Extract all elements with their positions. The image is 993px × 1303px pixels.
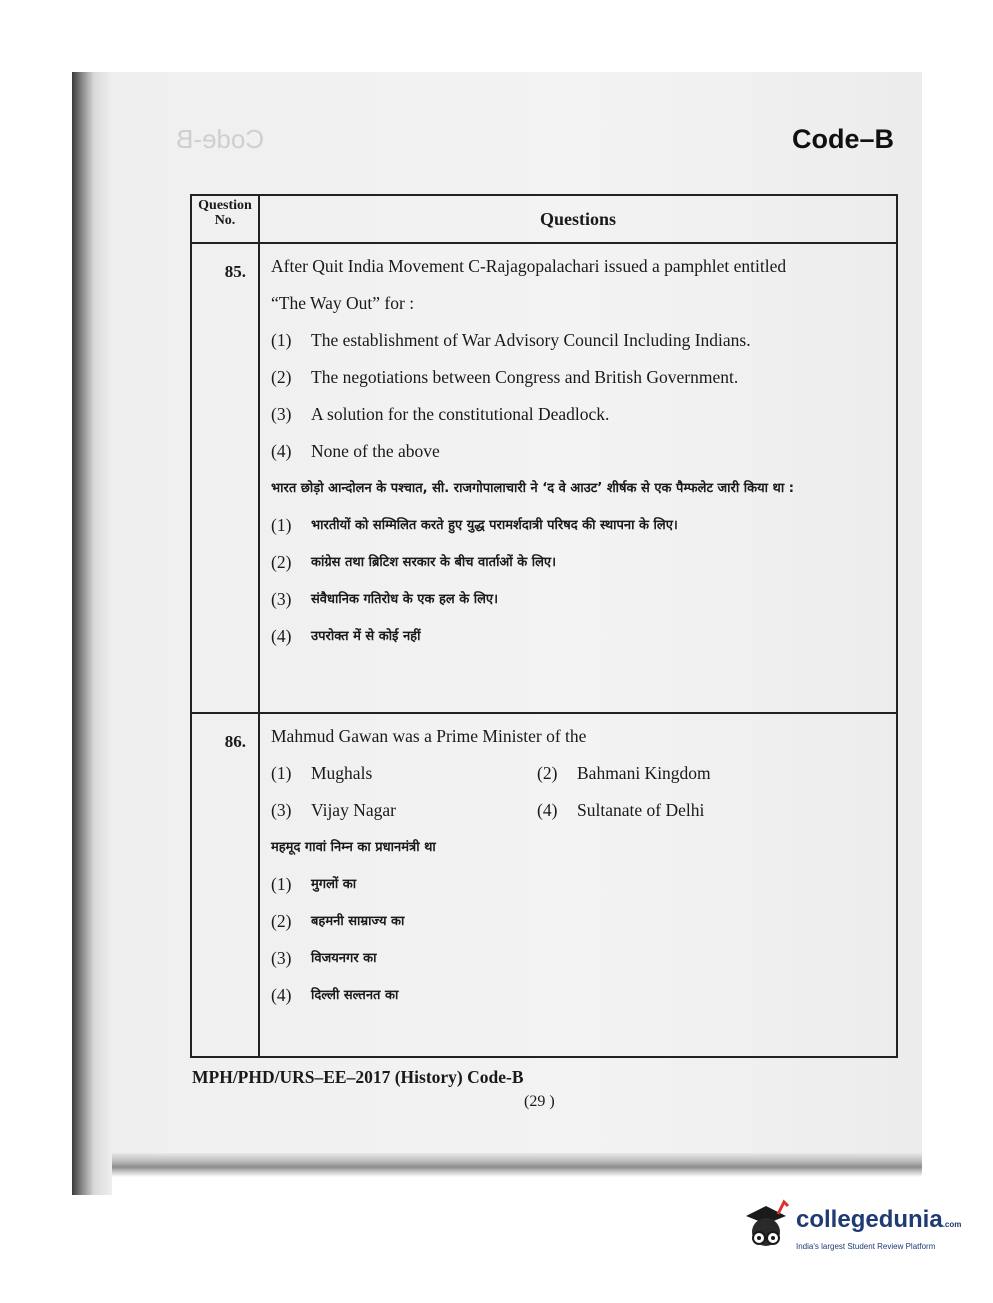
brand-name: collegedunia.com — [796, 1206, 962, 1233]
hindi-option: (4) उपरोक्त में से कोई नहीं — [271, 626, 421, 646]
option-pair: (1) Mughals (2) Bahmani Kingdom — [271, 763, 711, 783]
hindi-option: (3) संवैधानिक गतिरोध के एक हल के लिए। — [271, 589, 499, 609]
questions-header: Questions — [259, 195, 897, 243]
hindi-question-text: भारत छोड़ो आन्दोलन के पश्चात, सी. राजगोपालाचारी ने ‘द वे आउट’ शीर्षक से एक पैम्फलेट जारी किया था : — [271, 481, 794, 496]
mascot-icon — [738, 1198, 794, 1258]
scanned-page — [72, 72, 922, 1195]
hindi-option: (2) बहमनी साम्राज्य का — [271, 911, 405, 931]
question-no-header: Question No. — [191, 195, 259, 243]
questions-table — [190, 194, 898, 1058]
question-text: Mahmud Gawan was a Prime Minister of the — [271, 726, 587, 746]
hindi-option: (3) विजयनगर का — [271, 948, 377, 968]
option: (3) A solution for the constitutional Deadlock. — [271, 404, 610, 424]
exam-code-footer: MPH/PHD/URS–EE–2017 (History) Code-B — [192, 1067, 524, 1087]
question-row-85 — [191, 243, 897, 713]
question-number: 85. — [191, 243, 259, 713]
bleed-through-text: Code-B — [176, 124, 265, 154]
paper-code-label: Code–B — [791, 124, 894, 154]
hindi-option: (1) भारतीयों को सम्मिलित करते हुए युद्ध परामर्शदात्री परिषद की स्थापना के लिए। — [271, 515, 678, 535]
question-number: 86. — [191, 713, 259, 1057]
hindi-option: (2) कांग्रेस तथा ब्रिटिश सरकार के बीच वार्ताओं के लिए। — [271, 552, 557, 572]
hindi-option: (1) मुगलों का — [271, 874, 357, 894]
question-text: “The Way Out” for : — [271, 293, 415, 313]
hindi-option: (4) दिल्ली सल्तनत का — [271, 985, 399, 1005]
question-row-86 — [191, 713, 897, 1057]
collegedunia-logo[interactable] — [738, 1198, 968, 1258]
brand-tagline: India's largest Student Review Platform — [796, 1242, 936, 1251]
option: (2) The negotiations between Congress and British Government. — [271, 367, 739, 387]
page-number: (29 ) — [524, 1093, 555, 1110]
hindi-question-text: महमूद गावां निम्न का प्रधानमंत्री था — [271, 840, 436, 855]
question-text: After Quit India Movement C-Rajagopalachari issued a pamphlet entitled — [271, 256, 787, 276]
option-pair: (3) Vijay Nagar (4) Sultanate of Delhi — [271, 800, 705, 820]
option: (4) None of the above — [271, 441, 440, 461]
option: (1) The establishment of War Advisory Council Including Indians. — [271, 330, 751, 350]
table-header-row — [191, 195, 897, 243]
